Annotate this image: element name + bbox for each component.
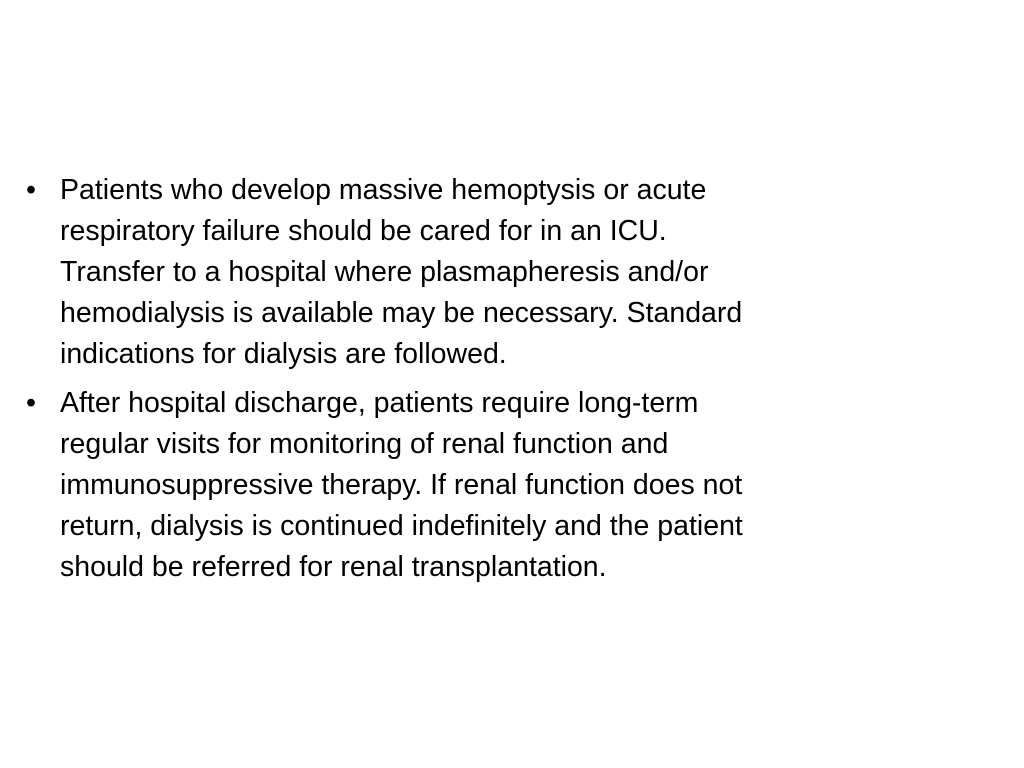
bullet-marker: •: [26, 174, 36, 206]
bullet-line: indications for dialysis are followed.: [60, 338, 507, 370]
bullet-line: should be referred for renal transplantation.: [60, 551, 607, 583]
bullet-line: return, dialysis is continued indefinitely and the patient: [60, 510, 743, 542]
bullet-line: Transfer to a hospital where plasmapheresis and/or: [60, 256, 709, 288]
bullet-item-icu-transfer: [26, 170, 986, 375]
bullet-line: After hospital discharge, patients require long-term: [60, 387, 699, 419]
bullet-line: hemodialysis is available may be necessary. Standard: [60, 297, 743, 329]
bullet-line: Patients who develop massive hemoptysis or acute: [60, 174, 707, 206]
bullet-line: respiratory failure should be cared for in an ICU.: [60, 215, 667, 247]
bullet-line: immunosuppressive therapy. If renal function does not: [60, 469, 743, 501]
bullet-list: [26, 170, 986, 596]
bullet-line: regular visits for monitoring of renal function and: [60, 428, 669, 460]
bullet-marker: •: [26, 387, 36, 419]
bullet-item-discharge-followup: [26, 383, 986, 588]
